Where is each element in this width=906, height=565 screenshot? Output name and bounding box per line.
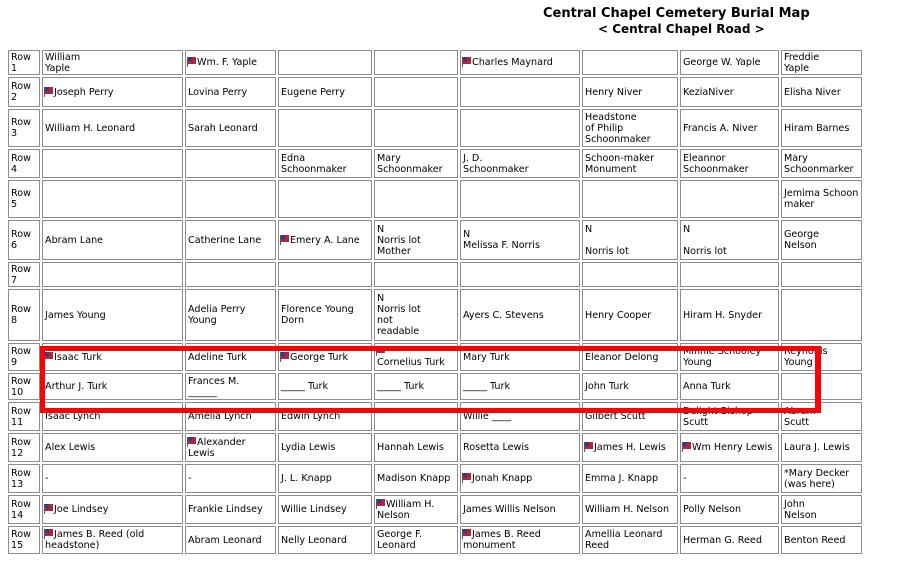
plot-name: KeziaNiver <box>683 86 734 98</box>
plot-cell <box>460 220 580 260</box>
plot-name: Adeline Turk <box>188 351 247 363</box>
plot-name: Florence Young Dorn <box>281 304 354 326</box>
plot-name: Abram Lane <box>45 234 104 246</box>
plot-cell <box>781 180 862 218</box>
plot-cell <box>781 402 862 431</box>
table-row <box>8 50 862 75</box>
plot-cell <box>460 433 580 462</box>
plot-name: Anna Turk <box>683 381 731 392</box>
row-label: Row 6 <box>8 220 40 260</box>
table-row <box>8 289 862 341</box>
plot-name: Francis A. Niver <box>683 122 758 134</box>
plot-name: William H. Leonard <box>45 122 136 134</box>
plot-name: Mary Turk <box>463 351 510 363</box>
plot-cell <box>781 373 862 400</box>
row-label: Row 5 <box>8 180 40 218</box>
plot-cell <box>374 526 458 554</box>
plot-cell <box>582 433 678 462</box>
plot-cell <box>582 109 678 147</box>
table-row <box>8 526 862 554</box>
plot-cell <box>582 289 678 341</box>
row-label: Row 11 <box>8 402 40 431</box>
plot-name: _____ Turk <box>281 381 329 392</box>
plot-name: Jemima Schoon maker <box>784 188 859 210</box>
veteran-flag-icon <box>463 473 471 480</box>
plot-cell <box>781 464 862 493</box>
plot-cell <box>374 464 458 493</box>
veteran-flag-icon <box>585 442 593 449</box>
plot-name: James Willis Nelson <box>463 504 556 515</box>
plot-name: Amelia Lynch <box>188 411 252 422</box>
plot-cell <box>42 220 183 260</box>
plot-cell <box>185 109 276 147</box>
veteran-flag-icon <box>281 352 289 359</box>
plot-name: Isaac Turk <box>54 351 102 363</box>
plot-name: Delight Bishop Scutt <box>683 405 753 428</box>
plot-cell <box>582 526 678 554</box>
plot-name: George Turk <box>290 351 349 363</box>
plot-cell <box>374 495 458 524</box>
plot-cell <box>374 77 458 107</box>
plot-name: Adelia Perry Young <box>188 304 246 326</box>
plot-cell <box>582 495 678 524</box>
plot-cell <box>680 495 779 524</box>
plot-cell <box>42 343 183 371</box>
row-label: Row 13 <box>8 464 40 493</box>
plot-name: Herman G. Reed <box>683 534 762 546</box>
plot-cell <box>680 464 779 493</box>
plot-name: Headstone of Philip Schoonmaker <box>585 111 651 145</box>
table-row <box>8 464 862 493</box>
plot-cell <box>460 109 580 147</box>
plot-cell <box>185 526 276 554</box>
veteran-flag-icon <box>281 235 289 242</box>
plot-name: Hiram H. Snyder <box>683 309 763 321</box>
row-label: Row 9 <box>8 343 40 371</box>
plot-name: *Mary Decker (was here) <box>784 467 850 490</box>
burial-map-table <box>6 48 864 556</box>
plot-name: Wm. F. Yaple <box>197 57 258 68</box>
plot-cell <box>185 289 276 341</box>
plot-name: Reynolds Young <box>784 346 828 368</box>
plot-cell <box>374 109 458 147</box>
plot-cell <box>278 77 372 107</box>
plot-cell <box>374 343 458 371</box>
veteran-flag-icon <box>377 346 385 353</box>
plot-name: J. D. Schoonmaker <box>463 152 529 175</box>
plot-cell <box>42 149 183 178</box>
page-subtitle: < Central Chapel Road > <box>598 22 765 36</box>
plot-cell <box>185 495 276 524</box>
table-row <box>8 495 862 524</box>
plot-name: Henry Niver <box>585 86 643 98</box>
plot-cell <box>278 373 372 400</box>
plot-name: Willie ____ <box>463 411 512 422</box>
plot-cell <box>374 433 458 462</box>
plot-name: James H. Lewis <box>594 442 666 453</box>
plot-cell <box>374 402 458 431</box>
plot-name: Eugene Perry <box>281 86 345 98</box>
plot-name: Nelly Leonard <box>281 534 347 546</box>
plot-name: Abram Scutt <box>784 405 816 428</box>
table-row <box>8 109 862 147</box>
plot-name: N Norris lot <box>585 223 629 257</box>
plot-name: Gilbert Scutt <box>585 411 646 422</box>
plot-cell <box>278 109 372 147</box>
plot-name: - <box>188 473 192 484</box>
plot-cell <box>185 373 276 400</box>
plot-cell <box>374 220 458 260</box>
plot-cell <box>278 149 372 178</box>
plot-name: Catherine Lane <box>188 234 262 246</box>
plot-cell <box>374 262 458 287</box>
plot-cell <box>460 77 580 107</box>
table-row <box>8 77 862 107</box>
plot-cell <box>460 262 580 287</box>
plot-name: George Nelson <box>784 229 819 251</box>
plot-cell <box>680 433 779 462</box>
plot-cell <box>680 402 779 431</box>
plot-name: _____ Turk <box>377 381 425 392</box>
plot-cell <box>185 149 276 178</box>
plot-name: Benton Reed <box>784 534 846 546</box>
plot-cell <box>42 495 183 524</box>
plot-cell <box>582 50 678 75</box>
plot-cell <box>374 180 458 218</box>
plot-name: Alex Lewis <box>45 442 96 453</box>
plot-name: J. L. Knapp <box>281 473 332 484</box>
plot-cell <box>278 180 372 218</box>
plot-name: Ayers C. Stevens <box>463 309 544 321</box>
row-label: Row 3 <box>8 109 40 147</box>
plot-name: Freddie Yaple <box>784 51 820 74</box>
plot-name: Lovina Perry <box>188 86 248 98</box>
plot-cell <box>781 262 862 287</box>
plot-name: James Young <box>45 309 106 321</box>
plot-name: Madison Knapp <box>377 473 451 484</box>
row-label: Row 15 <box>8 526 40 554</box>
plot-cell <box>42 289 183 341</box>
plot-cell <box>185 402 276 431</box>
table-row <box>8 220 862 260</box>
plot-cell <box>185 50 276 75</box>
plot-cell <box>278 526 372 554</box>
plot-cell <box>42 50 183 75</box>
plot-cell <box>460 343 580 371</box>
plot-cell <box>582 373 678 400</box>
plot-cell <box>680 50 779 75</box>
plot-name: Joe Lindsey <box>54 504 109 515</box>
plot-cell <box>185 433 276 462</box>
plot-cell <box>781 495 862 524</box>
plot-name: Schoon-maker Monument <box>585 152 655 175</box>
plot-cell <box>278 220 372 260</box>
plot-name: Eleanor Delong <box>585 351 659 363</box>
plot-cell <box>374 289 458 341</box>
plot-name: Arthur J. Turk <box>45 381 108 392</box>
table-row <box>8 180 862 218</box>
plot-cell <box>781 109 862 147</box>
plot-name: Edna Schoonmaker <box>281 152 347 175</box>
plot-cell <box>374 50 458 75</box>
plot-name: Minnie Schooley Young <box>683 346 762 368</box>
plot-name: Henry Cooper <box>585 309 652 321</box>
plot-cell <box>781 77 862 107</box>
plot-cell <box>680 289 779 341</box>
plot-name: N Norris lot Mother <box>377 223 421 257</box>
plot-name: William H. Nelson <box>585 504 670 515</box>
plot-name: Frankie Lindsey <box>188 504 263 515</box>
table-row <box>8 262 862 287</box>
plot-cell <box>278 495 372 524</box>
table-row <box>8 343 862 371</box>
page-title: Central Chapel Cemetery Burial Map <box>543 6 810 21</box>
plot-name: Cornelius Turk <box>377 357 445 368</box>
plot-cell <box>680 343 779 371</box>
plot-name: Willie Lindsey <box>281 504 347 515</box>
plot-name: James B. Reed (old headstone) <box>45 529 145 551</box>
plot-cell <box>582 402 678 431</box>
plot-name: - <box>683 473 687 484</box>
plot-cell <box>781 289 862 341</box>
veteran-flag-icon <box>45 87 53 94</box>
plot-name: Eleannor Schoonmaker <box>683 152 749 175</box>
row-label: Row 7 <box>8 262 40 287</box>
plot-name: - <box>45 473 49 484</box>
plot-name: Lydia Lewis <box>281 442 336 453</box>
plot-cell <box>185 180 276 218</box>
plot-cell <box>781 220 862 260</box>
plot-cell <box>460 180 580 218</box>
plot-name: N Melissa F. Norris <box>463 229 540 251</box>
plot-cell <box>185 220 276 260</box>
plot-name: Joseph Perry <box>54 86 114 98</box>
row-label: Row 4 <box>8 149 40 178</box>
plot-cell <box>680 220 779 260</box>
row-label: Row 14 <box>8 495 40 524</box>
plot-cell <box>460 373 580 400</box>
plot-name: John Nelson <box>784 498 817 521</box>
plot-name: John Turk <box>585 381 629 392</box>
plot-cell <box>374 149 458 178</box>
plot-name: Charles Maynard <box>472 57 553 68</box>
plot-name: Amellia Leonard Reed <box>585 529 663 551</box>
plot-cell <box>42 373 183 400</box>
plot-name: Abram Leonard <box>188 534 262 546</box>
plot-name: George W. Yaple <box>683 57 761 68</box>
table-row <box>8 433 862 462</box>
plot-cell <box>278 433 372 462</box>
plot-cell <box>278 262 372 287</box>
plot-name: Polly Nelson <box>683 504 742 515</box>
plot-cell <box>185 77 276 107</box>
plot-cell <box>374 373 458 400</box>
plot-name: Hiram Barnes <box>784 122 850 134</box>
plot-cell <box>460 50 580 75</box>
row-label: Row 8 <box>8 289 40 341</box>
veteran-flag-icon <box>683 442 691 449</box>
plot-name: Frances M. ______ <box>188 375 240 398</box>
plot-cell <box>582 343 678 371</box>
plot-name: Sarah Leonard <box>188 122 258 134</box>
plot-cell <box>460 289 580 341</box>
plot-name: Isaac Lynch <box>45 411 101 422</box>
plot-cell <box>42 262 183 287</box>
veteran-flag-icon <box>188 437 196 444</box>
plot-name: Emery A. Lane <box>290 234 360 246</box>
veteran-flag-icon <box>188 57 196 64</box>
plot-cell <box>460 402 580 431</box>
row-label: Row 1 <box>8 50 40 75</box>
plot-cell <box>42 180 183 218</box>
plot-name: N Norris lot not readable <box>377 293 421 337</box>
table-row <box>8 373 862 400</box>
plot-cell <box>781 526 862 554</box>
plot-name: Wm Henry Lewis <box>692 442 773 453</box>
plot-name: Mary Schoonmaker <box>377 152 443 175</box>
plot-name: N Norris lot <box>683 223 727 257</box>
plot-cell <box>42 433 183 462</box>
plot-name: Emma J. Knapp <box>585 473 659 484</box>
row-label: Row 12 <box>8 433 40 462</box>
row-label: Row 10 <box>8 373 40 400</box>
table-row <box>8 149 862 178</box>
table-row <box>8 402 862 431</box>
plot-cell <box>781 149 862 178</box>
plot-name: _____ Turk <box>463 381 511 392</box>
plot-cell <box>680 180 779 218</box>
plot-cell <box>42 526 183 554</box>
plot-name: Elisha Niver <box>784 86 841 98</box>
plot-cell <box>185 343 276 371</box>
plot-cell <box>278 343 372 371</box>
plot-cell <box>460 149 580 178</box>
row-label: Row 2 <box>8 77 40 107</box>
plot-cell <box>460 495 580 524</box>
plot-cell <box>680 262 779 287</box>
plot-cell <box>680 373 779 400</box>
plot-cell <box>582 464 678 493</box>
plot-name: William Yaple <box>45 51 81 74</box>
plot-name: Alexander Lewis <box>188 436 246 459</box>
plot-cell <box>680 149 779 178</box>
plot-cell <box>278 464 372 493</box>
plot-cell <box>781 50 862 75</box>
plot-cell <box>582 262 678 287</box>
plot-cell <box>680 109 779 147</box>
plot-name: Rosetta Lewis <box>463 442 530 453</box>
plot-cell <box>781 343 862 371</box>
plot-cell <box>781 433 862 462</box>
plot-cell <box>185 464 276 493</box>
veteran-flag-icon <box>45 504 53 511</box>
plot-name: Jonah Knapp <box>472 473 533 484</box>
plot-name: Mary Schoonmarker <box>784 152 854 175</box>
plot-cell <box>680 77 779 107</box>
veteran-flag-icon <box>377 499 385 506</box>
plot-name: William H. Nelson <box>377 498 435 521</box>
plot-cell <box>582 180 678 218</box>
plot-name: Hannah Lewis <box>377 442 444 453</box>
plot-cell <box>42 464 183 493</box>
plot-cell <box>278 289 372 341</box>
plot-cell <box>582 149 678 178</box>
plot-cell <box>582 220 678 260</box>
veteran-flag-icon <box>45 529 53 536</box>
plot-cell <box>42 402 183 431</box>
plot-cell <box>42 109 183 147</box>
plot-cell <box>42 77 183 107</box>
veteran-flag-icon <box>463 57 471 64</box>
plot-cell <box>278 402 372 431</box>
plot-cell <box>278 50 372 75</box>
plot-name: George F. Leonard <box>377 529 423 551</box>
plot-cell <box>582 77 678 107</box>
plot-cell <box>185 262 276 287</box>
plot-name: Laura J. Lewis <box>784 442 850 453</box>
veteran-flag-icon <box>463 529 471 536</box>
plot-cell <box>680 526 779 554</box>
plot-cell <box>460 526 580 554</box>
plot-cell <box>460 464 580 493</box>
veteran-flag-icon <box>45 352 53 359</box>
plot-name: Edwin Lynch <box>281 411 341 422</box>
plot-name: James B. Reed monument <box>463 529 541 551</box>
